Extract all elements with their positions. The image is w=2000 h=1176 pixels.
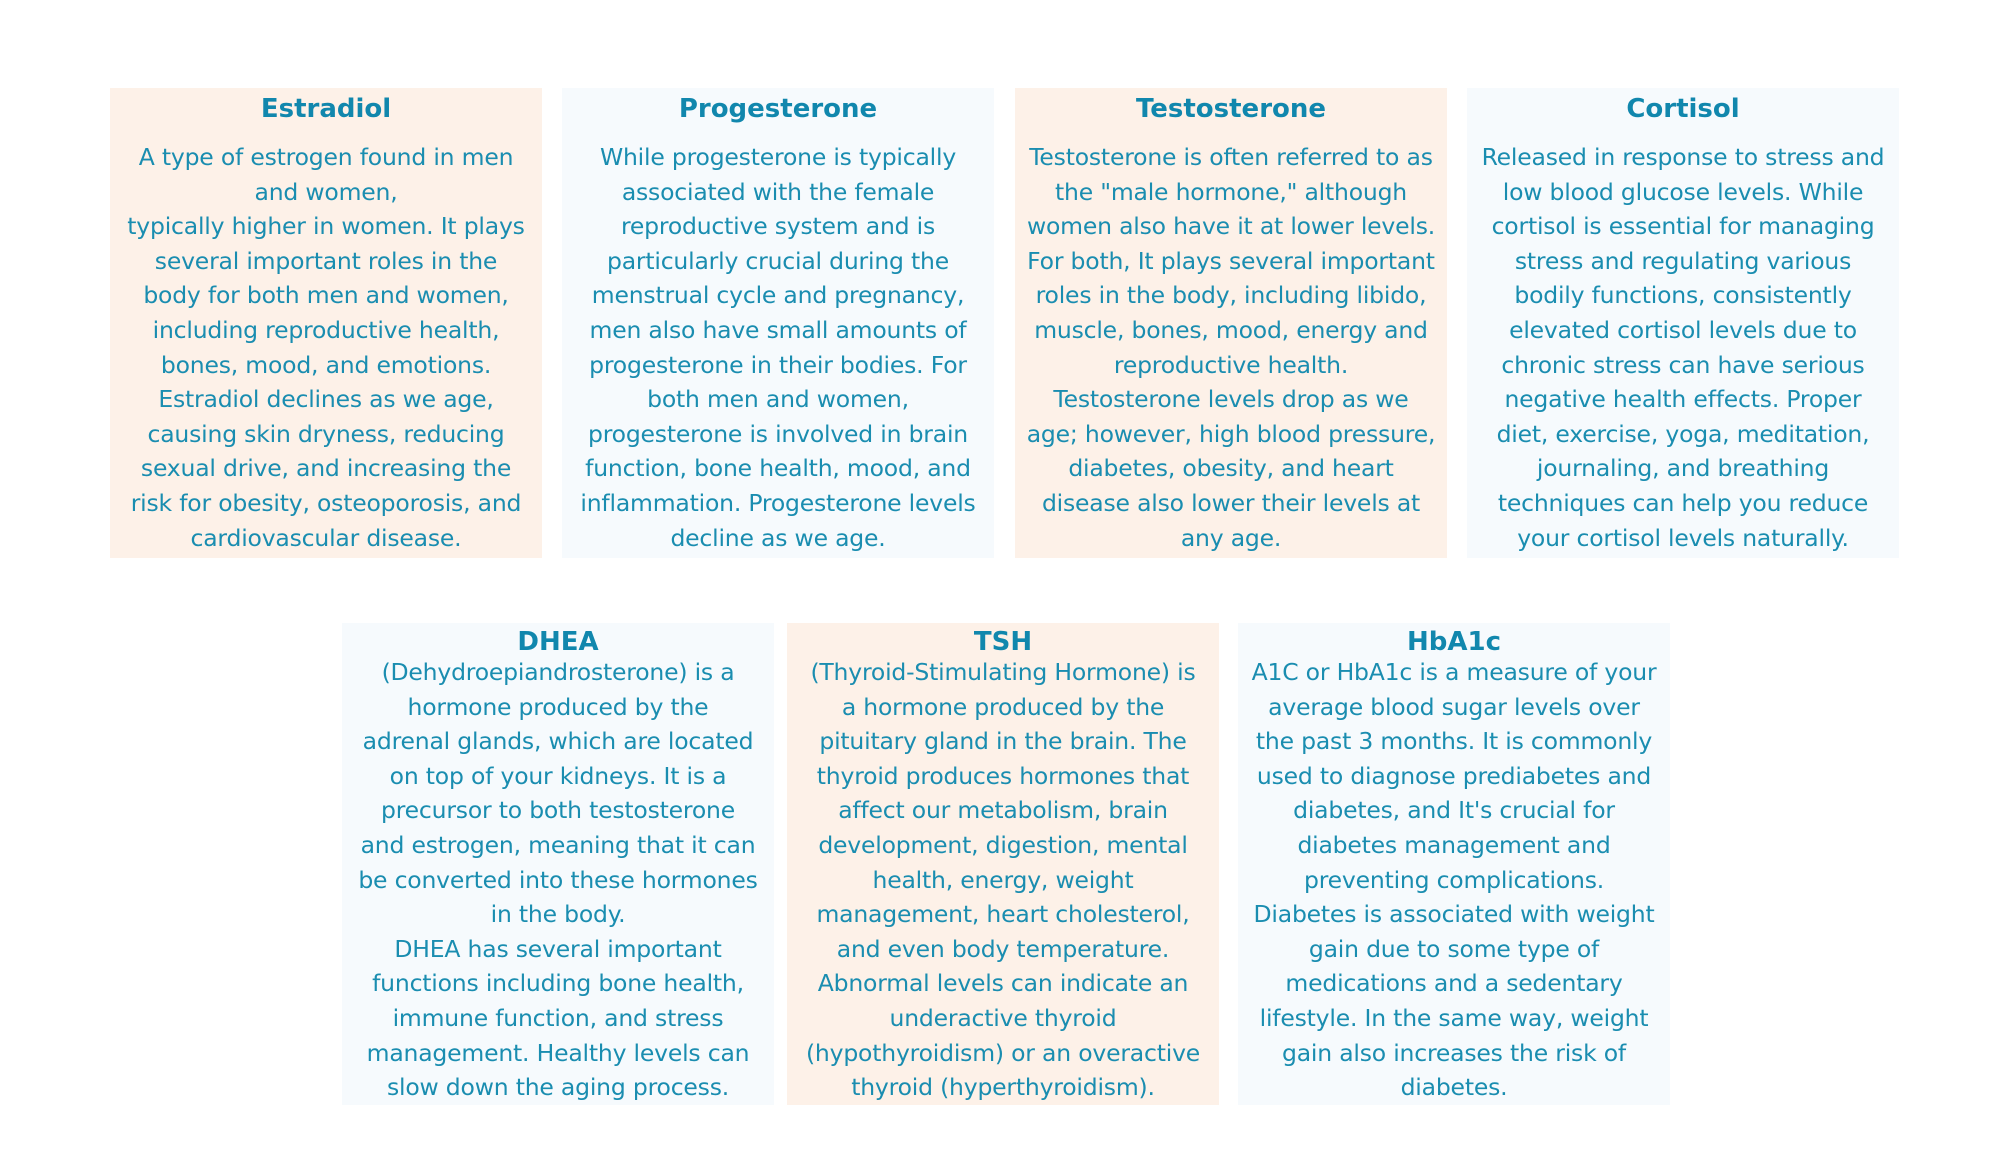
- card-estradiol: [110, 88, 542, 558]
- card-title: Cortisol: [1626, 94, 1740, 124]
- card-title: Progesterone: [678, 94, 878, 124]
- card-description: A type of estrogen found in men and women, typically higher in women. It plays several important roles in the body for both men and women, including reproductive health, bones, mood, and emotions. Estradiol declines as we age, causing skin dryness, reducing sexual drive, and increasing the risk for obesity, osteoporosis, and cardiovascular disease.: [127, 143, 525, 552]
- card-tsh: [787, 623, 1219, 1105]
- card-description: Testosterone is often referred to as the "male hormone," although women also have it at lower levels. For both, It plays several important roles in the body, including libido, muscle, bones, mood, energy and reproductive health. Testosterone levels drop as we age; however, high blood pressure, diabetes, obesity, and heart disease also lower their levels at any age.: [1026, 143, 1436, 552]
- card-title: HbA1c: [1407, 627, 1501, 657]
- card-description: A1C or HbA1c is a measure of your average blood sugar levels over the past 3 months. It is commonly used to diagnose prediabetes and diabetes, and It's crucial for diabetes management and preventing complications. Diabetes is associated with weight gain due to some type of medications and a sedentary lifestyle. In the same way, weight gain also increases the risk of diabetes.: [1251, 658, 1657, 1102]
- card-title: TSH: [973, 627, 1033, 657]
- card-testosterone: [1015, 88, 1447, 558]
- card-description: (Dehydroepiandrosterone) is a hormone produced by the adrenal glands, which are located on top of your kidneys. It is a precursor to both testosterone and estrogen, meaning that it can be converted into these hormones in the body. DHEA has several important functions including bone health, immune function, and stress management. Healthy levels can slow down the aging process.: [358, 658, 758, 1102]
- card-description: Released in response to stress and low blood glucose levels. While cortisol is essential for managing stress and regulating various bodily functions, consistently elevated cortisol levels due to chronic stress can have serious negative health effects. Proper diet, exercise, yoga, meditation, journaling, and breathing techniques can help you reduce your cortisol levels naturally.: [1481, 143, 1885, 552]
- card-description: (Thyroid-Stimulating Hormone) is a hormone produced by the pituitary gland in the brain. The thyroid produces hormones that affect our metabolism, brain development, digestion, mental health, energy, weight management, heart cholesterol, and even body temperature. Abnormal levels can indicate an underactive thyroid (hypothyroidism) or an overactive thyroid (hyperthyroidism).: [805, 658, 1201, 1102]
- card-title: Testosterone: [1135, 94, 1327, 124]
- card-progesterone: [562, 88, 994, 558]
- card-dhea: [342, 623, 774, 1105]
- card-title: Estradiol: [260, 94, 392, 124]
- card-hba1c: [1238, 623, 1670, 1105]
- card-description: While progesterone is typically associated with the female reproductive system and is particularly crucial during the menstrual cycle and pregnancy, men also have small amounts of progesterone in their bodies. For both men and women, progesterone is involved in brain function, bone health, mood, and inflammation. Progesterone levels decline as we age.: [580, 143, 976, 552]
- card-cortisol: [1467, 88, 1899, 558]
- card-title: DHEA: [517, 627, 599, 657]
